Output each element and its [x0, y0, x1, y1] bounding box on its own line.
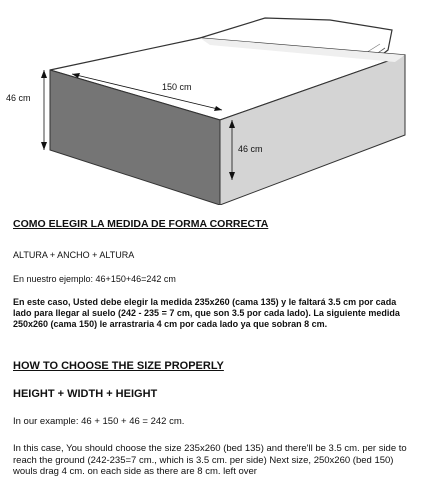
right-height-label: 46 cm: [238, 144, 263, 154]
spanish-example: En nuestro ejemplo: 46+150+46=242 cm: [13, 274, 176, 284]
instructions: [0, 205, 422, 500]
spanish-explanation: En este caso, Usted debe elegir la medida 235x260 (cama 135) y le faltará 3.5 cm por cada lado para llegar al suelo (242 - 235 = 7 cm, que son 3.5 por cada lado). La siguiente medida 250x260 (cama 150) le arrastraria 4 cm por cada lado ya que sobran 8 cm.: [13, 297, 400, 329]
bed-diagram: [0, 0, 422, 205]
left-height-label: 46 cm: [6, 93, 31, 103]
spanish-formula: ALTURA + ANCHO + ALTURA: [13, 250, 135, 260]
english-formula: HEIGHT + WIDTH + HEIGHT: [13, 388, 158, 400]
spanish-heading: COMO ELEGIR LA MEDIDA DE FORMA CORRECTA: [13, 218, 269, 230]
english-heading: HOW TO CHOOSE THE SIZE PROPERLY: [13, 360, 224, 372]
width-label: 150 cm: [162, 82, 192, 92]
english-explanation: In this case, You should choose the size 235x260 (bed 135) and there'll be 3.5 cm. per side to reach the ground (242-235=7 cm., which is 3.5 cm. per side) Next size, 250x260 (bed 150) wouls drag 4 cm. on each side as there are 8 cm. left over: [13, 443, 407, 477]
english-example: In our example: 46 + 150 + 46 = 242 cm.: [13, 416, 185, 427]
bed-illustration: [0, 0, 422, 205]
